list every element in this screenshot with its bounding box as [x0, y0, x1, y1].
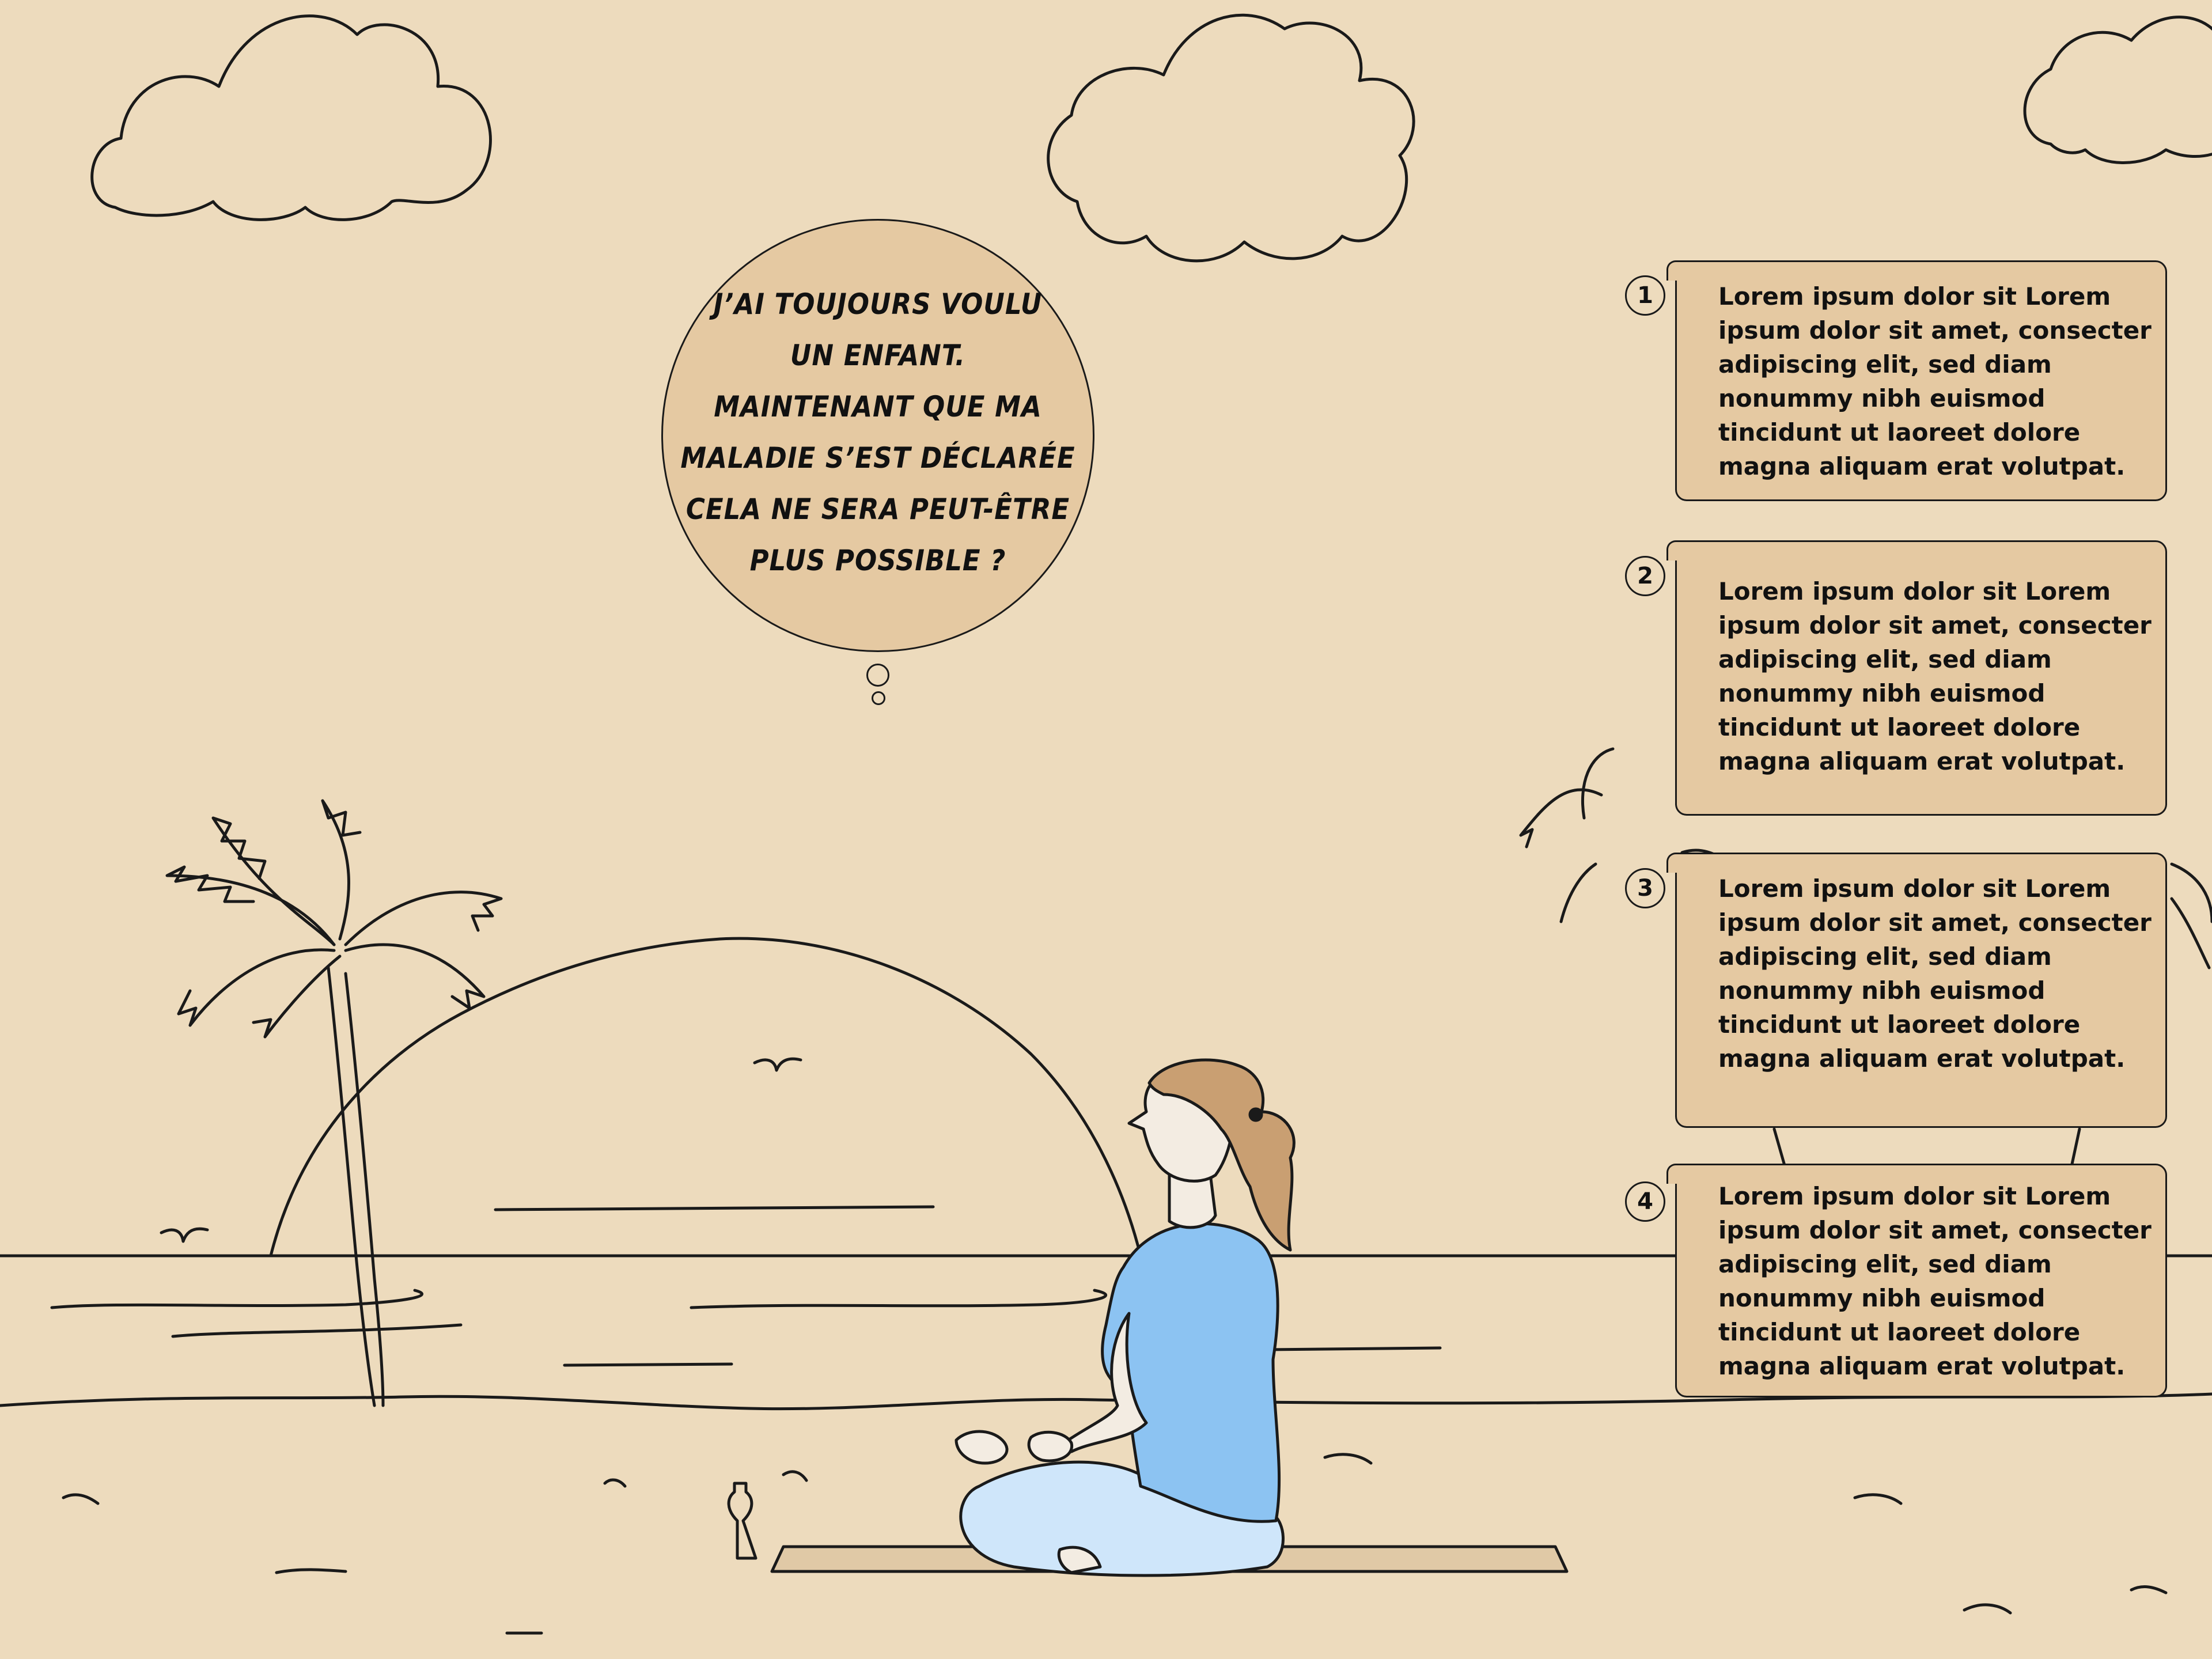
- thought-bubble: [661, 219, 1094, 652]
- palm-frond: [2172, 899, 2209, 968]
- sand-mark: [63, 1495, 98, 1503]
- meditating-woman: [956, 1060, 1294, 1575]
- palm-frond: [346, 892, 501, 945]
- sand-mark: [276, 1570, 346, 1573]
- sand-mark: [783, 1472, 806, 1480]
- cloud-left: [92, 16, 491, 220]
- palm-frond: [2172, 864, 2212, 922]
- note-text: Lorem ipsum dolor sit Lorem ipsum dolor sit amet, consecter adipiscing elit, sed diam nonummy nibh euismod tincidunt ut laoreet dolore magna aliquam erat volutpat.: [1718, 874, 2152, 1073]
- palm-frond: [323, 801, 360, 939]
- bird: [161, 1229, 207, 1241]
- note-text: Lorem ipsum dolor sit Lorem ipsum dolor sit amet, consecter adipiscing elit, sed diam nonummy nibh euismod tincidunt ut laoreet dolore magna aliquam erat volutpat.: [1718, 1182, 2152, 1380]
- sand-mark: [605, 1480, 625, 1486]
- note-number-badge: 4: [1625, 1181, 1665, 1222]
- palm-frond: [1561, 864, 1596, 922]
- water-ripple: [173, 1325, 461, 1336]
- sand-mark: [2131, 1587, 2166, 1593]
- water-bottle: [729, 1483, 756, 1558]
- palm-frond: [179, 950, 334, 1025]
- sand-mark: [1964, 1605, 2010, 1613]
- thought-bubble-text: J’AI TOUJOURS VOULU UN ENFANT. MAINTENANT QUE MA MALADIE S’EST DÉCLARÉE CELA NE SERA PEUT-ÊTRE PLUS POSSIBLE ?: [680, 287, 1075, 577]
- palm-frond: [167, 867, 334, 945]
- palm-frond: [1582, 749, 1613, 818]
- note-tab: [1666, 853, 1695, 873]
- cloud-right: [2025, 17, 2212, 163]
- palm-frond: [1521, 790, 1601, 847]
- note-tab: [1666, 1164, 1695, 1184]
- water-ripple: [691, 1290, 1106, 1308]
- info-note-2: [1637, 540, 2167, 816]
- note-number-badge: 3: [1625, 868, 1665, 908]
- hair-tie: [1250, 1109, 1262, 1120]
- info-note-1: [1637, 260, 2167, 501]
- thought-dot-small: [872, 691, 885, 705]
- sand-mark: [1325, 1455, 1371, 1463]
- note-number-badge: 1: [1625, 275, 1665, 316]
- note-text: Lorem ipsum dolor sit Lorem ipsum dolor sit amet, consecter adipiscing elit, sed diam nonummy nibh euismod tincidunt ut laoreet dolore magna aliquam erat volutpat.: [1718, 282, 2152, 480]
- water-ripple: [565, 1364, 732, 1365]
- water-ripple: [495, 1207, 933, 1210]
- note-number-badge: 2: [1625, 556, 1665, 596]
- info-note-3: [1637, 853, 2167, 1128]
- info-note-4: [1637, 1164, 2167, 1397]
- thought-dot-large: [866, 664, 889, 687]
- sand-mark: [1855, 1495, 1901, 1503]
- palm-frond: [346, 945, 484, 1008]
- note-tab: [1666, 540, 1695, 560]
- palm-frond: [253, 956, 340, 1037]
- left-hand: [956, 1431, 1007, 1463]
- note-text: Lorem ipsum dolor sit Lorem ipsum dolor sit amet, consecter adipiscing elit, sed diam nonummy nibh euismod tincidunt ut laoreet dolore magna aliquam erat volutpat.: [1718, 577, 2152, 775]
- bird: [755, 1059, 801, 1070]
- note-tab: [1666, 260, 1695, 281]
- right-hand: [1029, 1432, 1072, 1461]
- water-ripple: [52, 1290, 422, 1308]
- cloud-middle: [1048, 15, 1414, 261]
